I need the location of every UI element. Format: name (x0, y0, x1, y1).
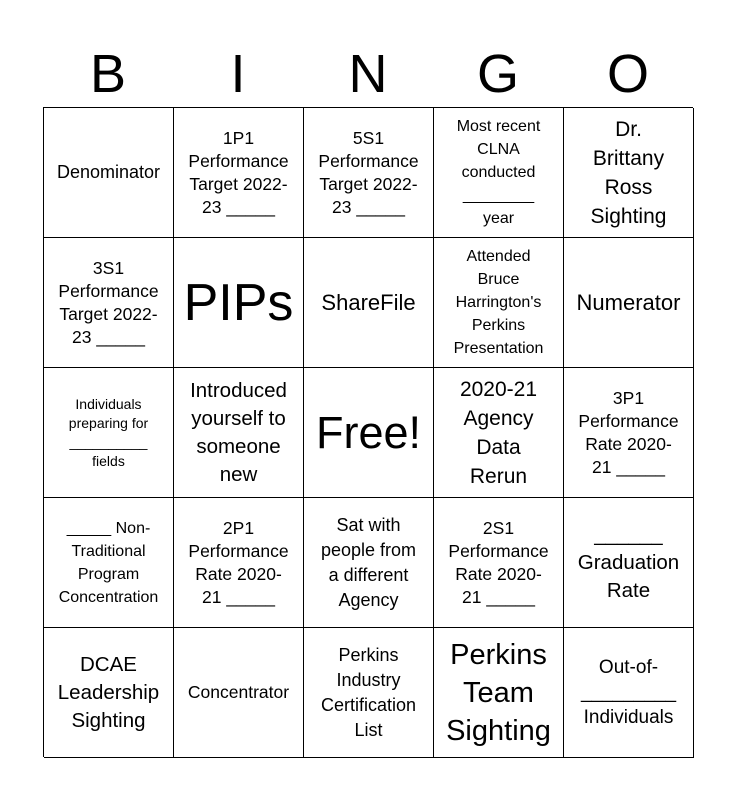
bingo-cell[interactable] (44, 628, 174, 758)
bingo-cell-free[interactable] (304, 368, 434, 498)
bingo-cell[interactable] (434, 628, 564, 758)
cell-text: Dr. Brittany Ross Sighting (590, 117, 667, 228)
bingo-cell[interactable] (304, 628, 434, 758)
bingo-cell[interactable] (174, 628, 304, 758)
bingo-cell[interactable] (304, 238, 434, 368)
bingo-cell[interactable] (564, 108, 694, 238)
bingo-cell[interactable] (434, 238, 564, 368)
cell-text: Introduced yourself to someone new (190, 378, 287, 486)
cell-text: Concentrator (187, 682, 290, 702)
bingo-cell[interactable] (44, 368, 174, 498)
bingo-cell[interactable] (304, 108, 434, 238)
cell-text: 2P1 Performance Rate 2020- 21 _____ (188, 517, 289, 607)
bingo-header (43, 38, 693, 110)
bingo-cell[interactable] (434, 498, 564, 628)
cell-text: 2S1 Performance Rate 2020- 21 _____ (448, 517, 549, 607)
cell-text: Out-of- _________ Individuals (580, 657, 677, 728)
cell-text: Individuals preparing for __________ fields (68, 395, 149, 469)
cell-text: 3S1 Performance Target 2022- 23 _____ (58, 257, 159, 347)
cell-text: Free! (315, 406, 422, 458)
cell-text: Most recent CLNA conducted ________ year (456, 118, 541, 227)
cell-text: Attended Bruce Harrington's Perkins Presentation (453, 248, 544, 357)
bingo-cell[interactable] (564, 368, 694, 498)
cell-text: DCAE Leadership Sighting (57, 652, 160, 732)
cell-text: Denominator (56, 162, 161, 182)
bingo-cell[interactable] (44, 498, 174, 628)
header-letter-o: O (606, 44, 649, 104)
cell-text: ______ Graduation Rate (577, 522, 680, 602)
bingo-cell[interactable] (564, 238, 694, 368)
cell-text: Sat with people from a different Agency (320, 514, 417, 610)
header-letter-n: N (348, 44, 388, 104)
bingo-card (43, 107, 693, 757)
cell-text: 3P1 Performance Rate 2020- 21 _____ (578, 387, 679, 477)
cell-text: PIPs (183, 273, 294, 332)
cell-text: Perkins Industry Certification List (320, 644, 417, 740)
bingo-cell[interactable] (434, 108, 564, 238)
bingo-cell[interactable] (304, 498, 434, 628)
header-letter-b: B (89, 44, 127, 104)
cell-text: 2020-21 Agency Data Rerun (459, 377, 538, 488)
cell-text: ShareFile (321, 289, 416, 315)
cell-text: _____ Non- Traditional Program Concentration (58, 519, 159, 606)
cell-text: Perkins Team Sighting (446, 638, 551, 747)
cell-text: 5S1 Performance Target 2022- 23 _____ (318, 127, 419, 217)
cell-text: 1P1 Performance Target 2022- 23 _____ (188, 127, 289, 217)
bingo-cell[interactable] (174, 238, 304, 368)
bingo-cell[interactable] (174, 108, 304, 238)
bingo-cell[interactable] (174, 498, 304, 628)
bingo-cell[interactable] (564, 628, 694, 758)
bingo-cell[interactable] (44, 108, 174, 238)
bingo-cell[interactable] (564, 498, 694, 628)
bingo-cell[interactable] (44, 238, 174, 368)
bingo-cell[interactable] (434, 368, 564, 498)
cell-text: Numerator (576, 289, 681, 315)
bingo-cell[interactable] (174, 368, 304, 498)
header-letter-g: G (476, 44, 519, 104)
header-letter-i: I (230, 44, 246, 104)
